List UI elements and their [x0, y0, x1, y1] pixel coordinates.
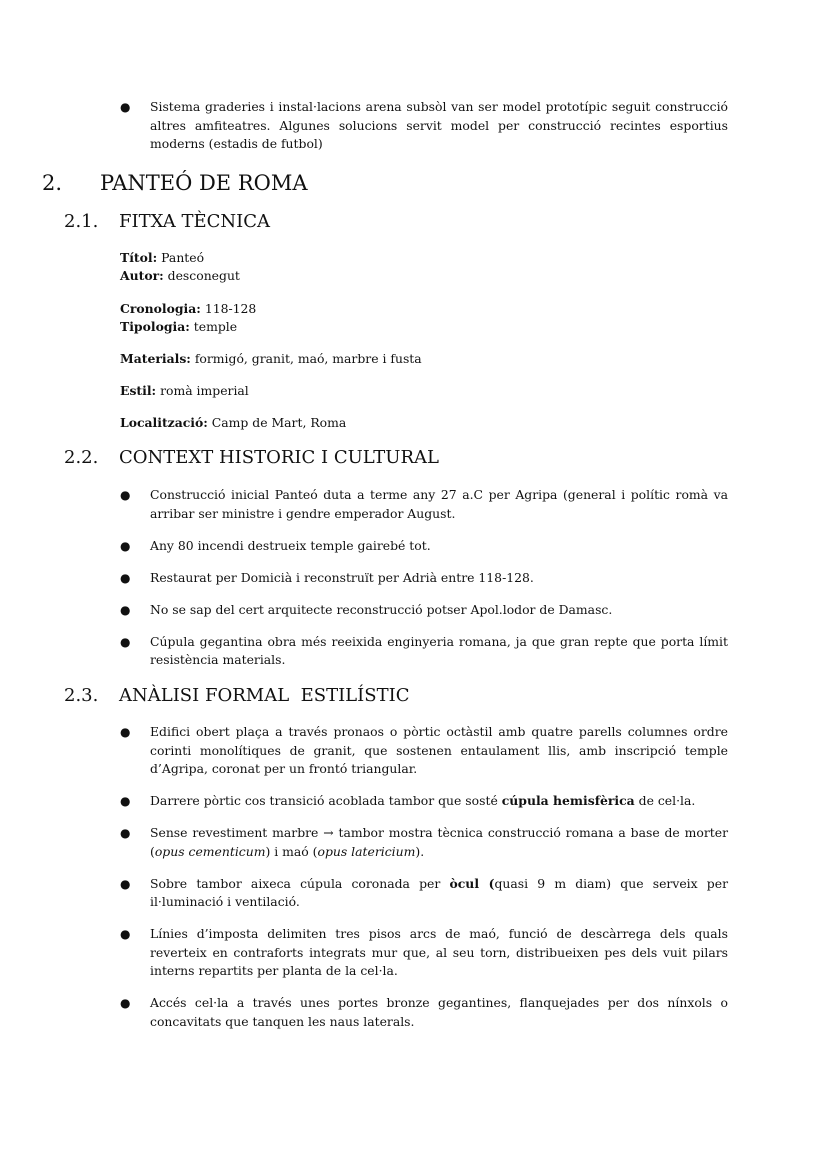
list-item: [120, 875, 728, 912]
bullet-icon: ●: [120, 794, 131, 808]
fitxa-row-localitzacio: [120, 414, 720, 432]
fitxa-row-cronologia: [120, 300, 720, 318]
fitxa-block-chronology: [120, 300, 720, 336]
list-item: [120, 994, 728, 1031]
field-value: 118-128: [204, 301, 257, 316]
field-label: Localització:: [120, 415, 208, 430]
list-item-text: Línies d’imposta delimiten tres pisos arcs de maó, funció de descàrrega dels quals reverteix en contraforts integrats mur que, al seu torn, distribueixen pes dels vuit pilars interns repartits per planta de la cel·la.: [150, 926, 728, 978]
section-title: PANTEÓ DE ROMA: [100, 171, 308, 195]
subsection-number: 2.3.: [64, 685, 99, 706]
text-run: quasi 9 m diam) que serveix per il·luminació i ventilació.: [150, 875, 728, 909]
list-item: [120, 98, 728, 154]
fitxa-row-autor: [120, 267, 720, 285]
subsection-title: ANÀLISI FORMAL ESTILÍSTIC: [119, 685, 410, 706]
list-item-text: No se sap del cert arquitecte reconstrucció potser Apol.lodor de Damasc.: [150, 601, 613, 617]
text-run: ) i maó (: [265, 843, 318, 859]
list-item: [120, 723, 728, 779]
bullet-icon: ●: [120, 538, 131, 553]
field-label: Tipologia:: [120, 319, 190, 334]
section-number: 2.: [42, 171, 63, 195]
bold-term: òcul (: [449, 875, 495, 891]
list-item: [120, 569, 728, 588]
context-bullet-list: [120, 486, 728, 683]
fitxa-row-titol: [120, 249, 720, 267]
bullet-icon: ●: [120, 725, 131, 739]
bullet-icon: ●: [120, 488, 131, 502]
field-label: Estil:: [120, 383, 157, 398]
fitxa-block-title-author: [120, 249, 720, 285]
field-value: romà imperial: [160, 383, 249, 398]
field-label: Cronologia:: [120, 301, 201, 316]
list-item: [120, 537, 728, 556]
list-item-text: Edifici obert plaça a través pronaos o pòrtic octàstil amb quatre parells columnes ordre corinti monolítiques de granit, que sostenen entaulament llis, amb inscripció temple d’Agripa, coronat per un frontó triangular.: [150, 724, 728, 776]
field-value: Camp de Mart, Roma: [211, 415, 347, 430]
list-item: [120, 633, 728, 670]
field-value: temple: [193, 319, 238, 334]
bullet-icon: ●: [120, 996, 131, 1010]
field-label: Autor:: [120, 268, 164, 283]
text-run: Sobre tambor aixeca cúpula coronada per: [150, 875, 450, 891]
text-run: Darrere pòrtic cos transició acoblada tambor que sosté: [150, 793, 502, 808]
list-item-text: Accés cel·la a través unes portes bronze gegantines, flanquejades per dos nínxols o concavitats que tanquen les naus laterals.: [150, 995, 728, 1029]
list-item-text: [150, 793, 695, 808]
list-item-text: Restaurat per Domicià i reconstruït per Adrià entre 118-128.: [150, 569, 534, 585]
bullet-icon: ●: [120, 876, 131, 891]
list-item: [120, 824, 728, 861]
field-label: Títol:: [120, 250, 158, 265]
list-item: [120, 601, 728, 620]
fitxa-row-materials: [120, 350, 720, 368]
field-value: formigó, granit, maó, marbre i fusta: [194, 351, 422, 366]
field-label: Materials:: [120, 351, 191, 366]
text-run: de cel·la.: [634, 793, 696, 808]
continuation-bullet-list: [120, 98, 728, 154]
bold-term: cúpula hemisfèrica: [501, 793, 635, 808]
field-value: Panteó: [161, 250, 205, 265]
list-item-text: [150, 825, 728, 859]
italic-term: opus latericium: [317, 843, 416, 859]
list-item-text: Construcció inicial Panteó duta a terme any 27 a.C per Agripa (general i polític romà va arribar ser ministre i gendre emperador August.: [150, 487, 728, 521]
italic-term: opus cementicum: [154, 843, 266, 859]
fitxa-row-estil: [120, 382, 720, 400]
bullet-icon: ●: [120, 100, 131, 114]
subsection-number: 2.2.: [64, 447, 99, 468]
field-value: desconegut: [167, 268, 240, 283]
bullet-icon: ●: [120, 602, 131, 617]
subsection-number: 2.1.: [64, 211, 99, 232]
bullet-icon: ●: [120, 826, 131, 840]
list-item-text: Sistema graderies i instal·lacions arena subsòl van ser model prototípic seguit construcció altres amfiteatres. Algunes solucions servit model per construcció recintes esportius moderns (estadis de futbol): [150, 99, 728, 151]
formal-analysis-bullet-list: [120, 723, 728, 1045]
list-item: [120, 486, 728, 523]
list-item-text: Cúpula gegantina obra més reeixida enginyeria romana, ja que gran repte que porta límit resistència materials.: [150, 633, 728, 667]
text-run: Sense revestiment marbre → tambor mostra tècnica construcció romana a base de morter (: [150, 825, 728, 859]
fitxa-row-tipologia: [120, 318, 720, 336]
list-item-text: Any 80 incendi destrueix temple gairebé tot.: [150, 537, 431, 553]
bullet-icon: ●: [120, 570, 131, 585]
subsection-title: FITXA TÈCNICA: [119, 211, 271, 232]
bullet-icon: ●: [120, 927, 131, 941]
text-run: ).: [415, 843, 425, 859]
list-item: [120, 792, 728, 811]
subsection-title: CONTEXT HISTORIC I CULTURAL: [119, 447, 439, 468]
list-item: [120, 925, 728, 981]
bullet-icon: ●: [120, 634, 131, 649]
list-item-text: [150, 876, 728, 910]
